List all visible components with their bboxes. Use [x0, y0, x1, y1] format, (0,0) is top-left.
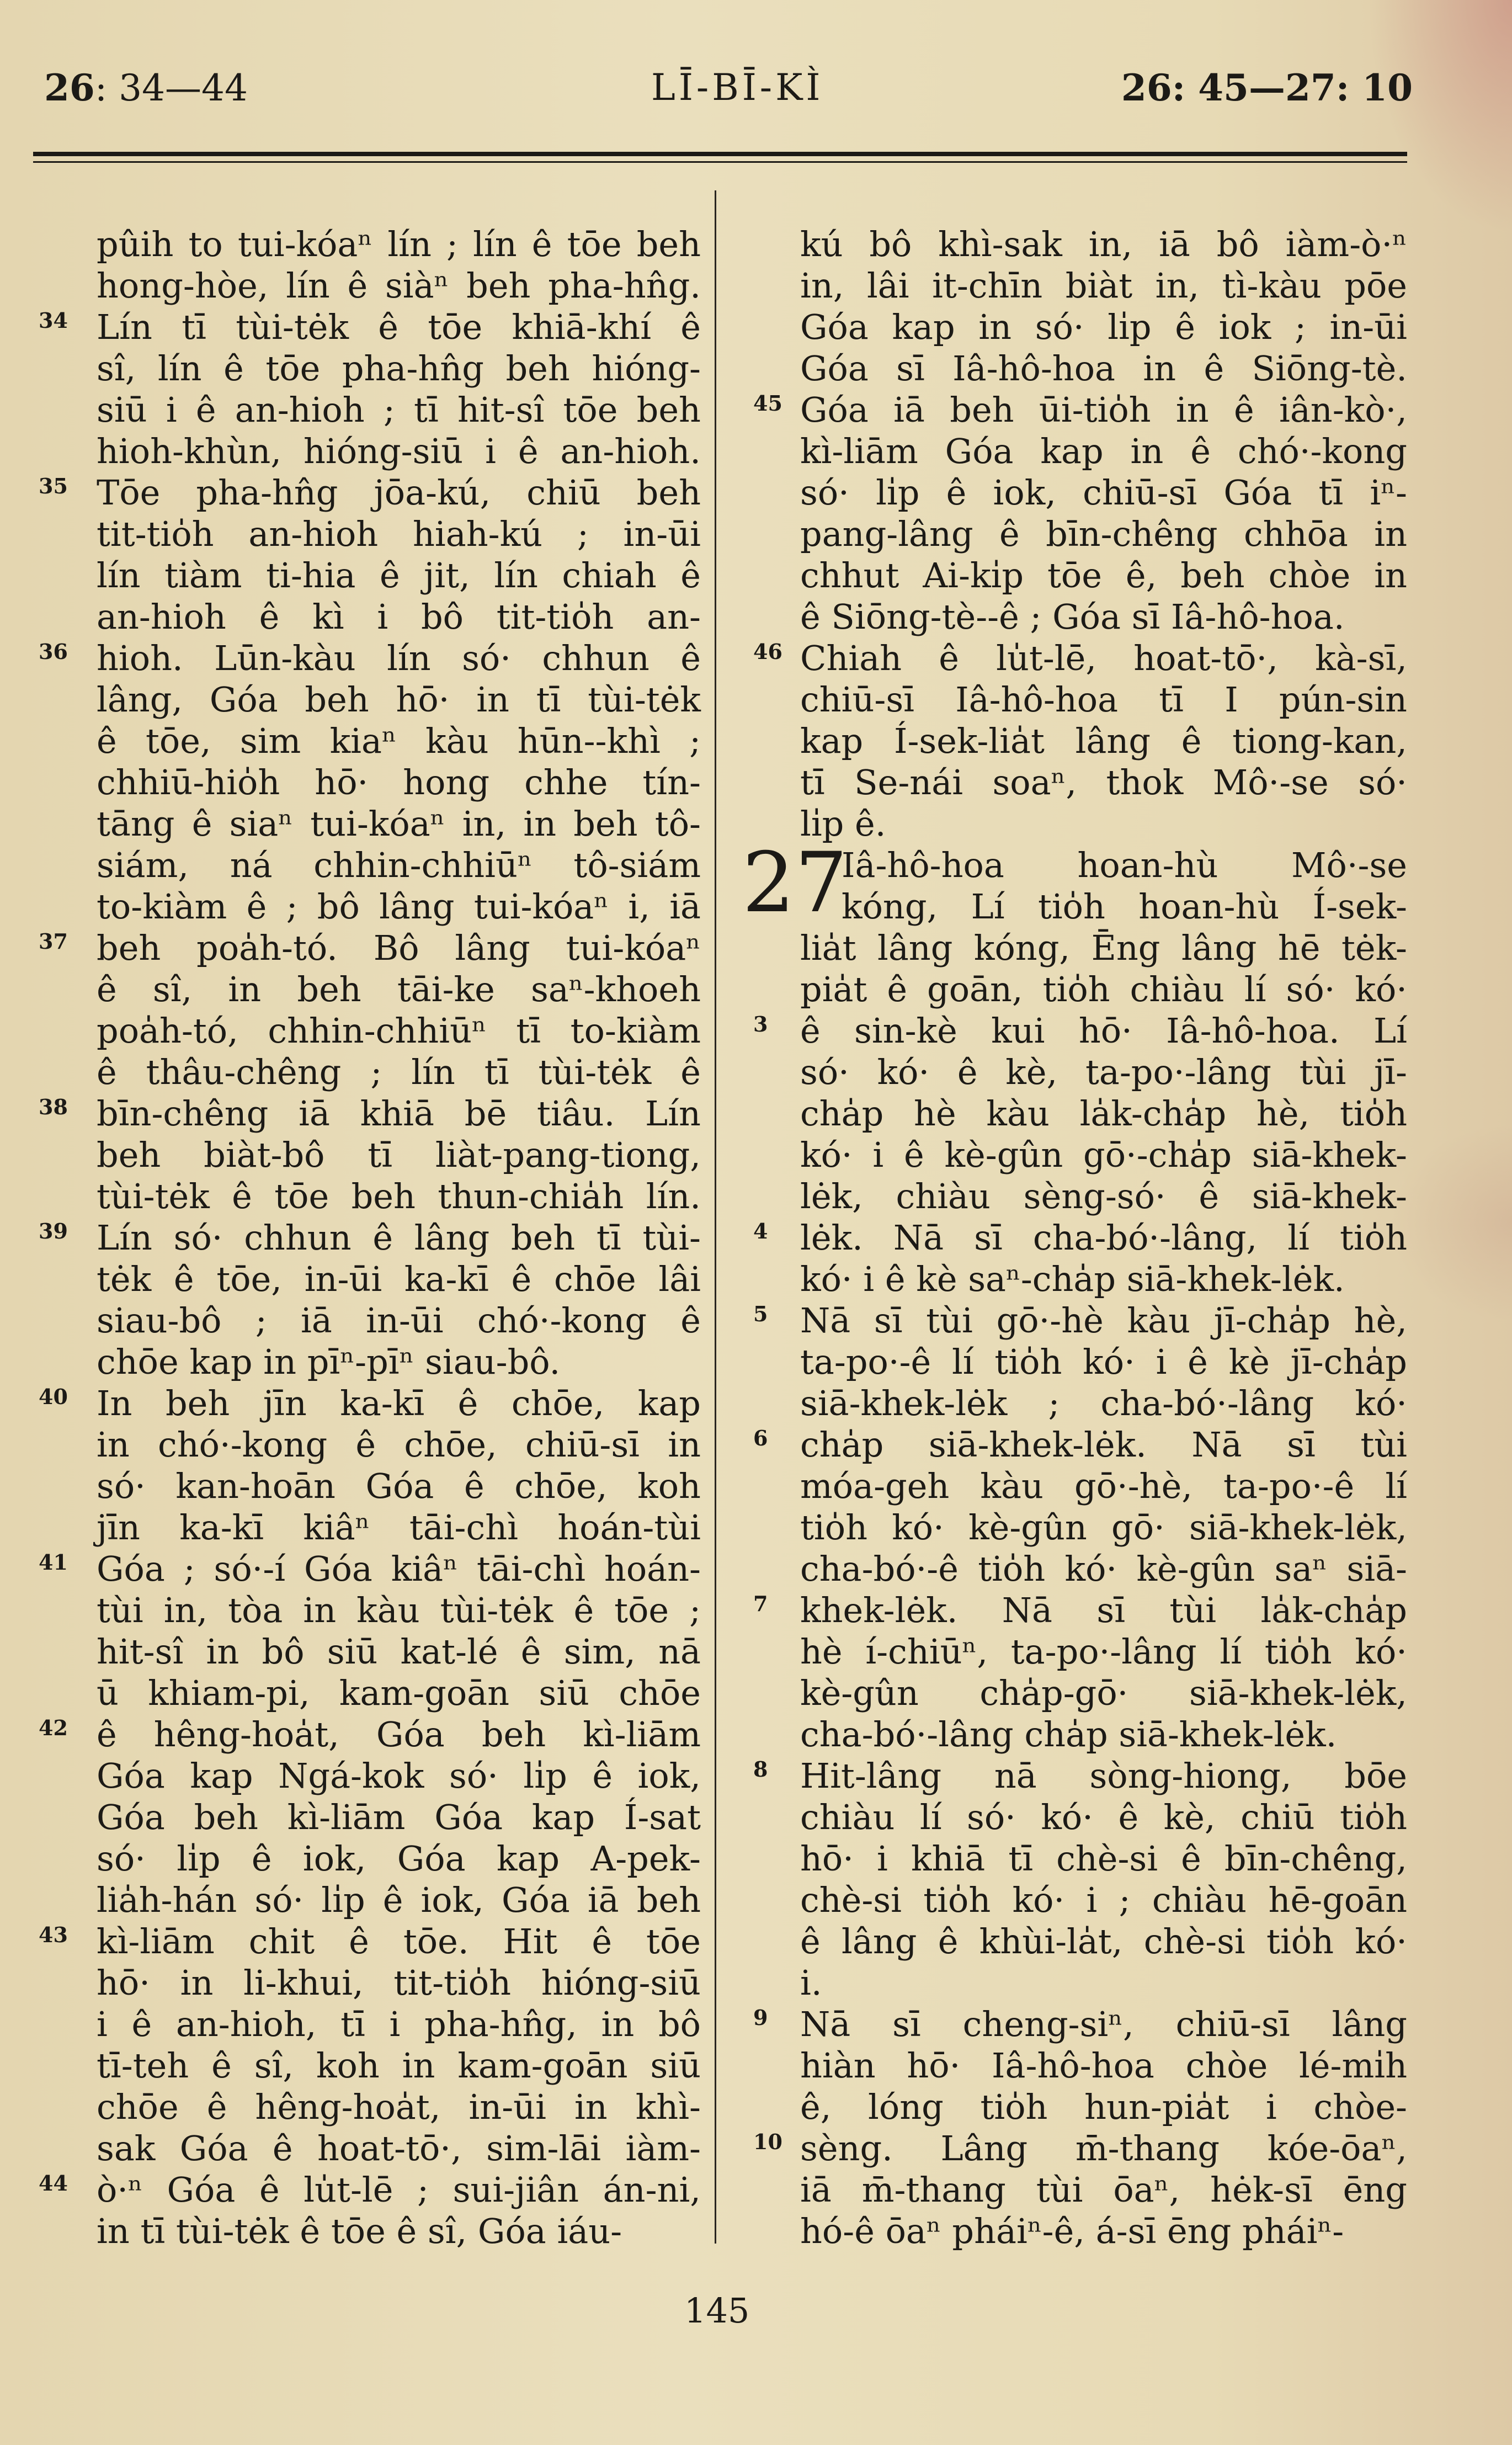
text-line	[734, 224, 1407, 265]
verse-number: 44	[39, 2171, 68, 2196]
column-divider	[715, 190, 716, 2244]
text-line	[734, 2128, 1407, 2169]
text-line	[734, 1010, 1407, 1051]
chapter-number: 27	[742, 835, 848, 931]
line-text: lâng, Góa beh hō· in tī tùi-tėk	[97, 679, 701, 720]
text-line	[33, 1507, 701, 1548]
verse-number: 3	[753, 1012, 768, 1037]
header-right-reference	[1121, 66, 1413, 109]
line-text: Góa sī Iâ-hô-hoa in ê Siōng-tè.	[800, 348, 1407, 389]
text-line	[33, 1755, 701, 1796]
text-line	[33, 1921, 701, 1962]
text-line	[734, 430, 1407, 472]
text-line	[33, 2169, 701, 2210]
line-text: In beh jīn ka-kī ê chōe, kap	[97, 1383, 701, 1423]
text-line	[33, 2210, 701, 2252]
text-line	[734, 513, 1407, 555]
line-text: só· kó· ê kè, ta-po·-lâng tùi jī-	[800, 1052, 1407, 1092]
text-line	[734, 596, 1407, 637]
line-text: lia̍h-hán só· li̍p ê iok, Góa iā beh	[97, 1880, 701, 1920]
line-text: Góa iā beh ūi-tio̍h in ê iân-kò·,	[800, 390, 1407, 430]
text-line	[33, 1796, 701, 1838]
text-line	[33, 513, 701, 555]
line-text: hō· i khiā tī chè-si ê bīn-chêng,	[800, 1838, 1407, 1879]
line-text: chiàu lí só· kó· ê kè, chiū tio̍h	[800, 1797, 1407, 1837]
verse-number: 34	[39, 308, 68, 333]
text-line	[734, 306, 1407, 348]
line-text: hō· in li-khui, tit-tio̍h hióng-siū	[97, 1963, 701, 2003]
header-rule-thick	[33, 152, 1407, 156]
text-line	[33, 1010, 701, 1051]
line-text: jīn ka-kī kiâⁿ tāi-chì hoán-tùi	[97, 1507, 701, 1548]
line-text: Lín tī tùi-tėk ê tōe khiā-khí ê	[97, 307, 701, 347]
line-text: Nā sī cheng-siⁿ, chiū-sī lâng	[800, 2004, 1407, 2044]
text-line	[33, 1672, 701, 1714]
text-line	[33, 1176, 701, 1217]
line-text: lia̍t lâng kóng, Ēng lâng hē tėk-	[800, 928, 1407, 968]
text-line	[33, 1548, 701, 1590]
text-line	[734, 348, 1407, 389]
verse-number: 37	[39, 929, 68, 954]
text-line	[734, 762, 1407, 803]
line-text: hioh-khùn, hióng-siū i ê an-hioh.	[97, 431, 701, 471]
line-text: chōe ê hêng-hoa̍t, in-ūi in khì-	[97, 2087, 701, 2127]
line-text: ê Siōng-tè--ê ; Góa sī Iâ-hô-hoa.	[800, 597, 1345, 637]
line-text: i.	[800, 1963, 822, 2003]
verse-number: 45	[753, 391, 782, 416]
verse-number: 4	[753, 1219, 768, 1243]
line-text: pûih to tui-kóaⁿ lín ; lín ê tōe beh	[97, 224, 701, 264]
line-text: tāng ê siaⁿ tui-kóaⁿ in, in beh tô-	[97, 804, 701, 844]
text-line	[734, 389, 1407, 430]
verse-number: 39	[39, 1219, 68, 1243]
text-line	[734, 1714, 1407, 1755]
text-line	[33, 720, 701, 762]
line-text: Góa ; só·-í Góa kiâⁿ tāi-chì hoán-	[97, 1549, 701, 1589]
text-line	[734, 1341, 1407, 1383]
text-line	[734, 844, 1407, 886]
line-text: beh poa̍h-tó. Bô lâng tui-kóaⁿ	[97, 928, 701, 968]
line-text: lín tiàm ti-hia ê jit, lín chiah ê	[97, 555, 701, 596]
line-text: kó· i ê kè saⁿ-cha̍p siā-khek-lėk.	[800, 1259, 1345, 1299]
text-line	[734, 720, 1407, 762]
text-line	[734, 1672, 1407, 1714]
text-line	[33, 1051, 701, 1093]
line-text: in tī tùi-tėk ê tōe ê sî, Góa iáu-	[97, 2211, 622, 2251]
text-line	[734, 679, 1407, 720]
text-line	[33, 265, 701, 306]
line-text: Nā sī tùi gō·-hè kàu jī-cha̍p hè,	[800, 1300, 1407, 1341]
line-text: sî, lín ê tōe pha-hn̂g beh hióng-	[97, 348, 701, 389]
line-text: ê, lóng tio̍h hun-pia̍t i chòe-	[800, 2087, 1407, 2127]
verse-number: 36	[39, 639, 68, 664]
line-text: ò·ⁿ Góa ê lu̍t-lē ; sui-jiân án-ni,	[97, 2170, 701, 2210]
line-text: ê hêng-hoa̍t, Góa beh kì-liām	[97, 1714, 701, 1755]
line-text: Iâ-hô-hoa hoan-hù Mô·-se	[842, 845, 1407, 885]
text-line	[734, 2003, 1407, 2045]
line-text: iā m̄-thang tùi ōaⁿ, hėk-sī ēng	[800, 2170, 1407, 2210]
text-line	[734, 1548, 1407, 1590]
line-text: hè í-chiūⁿ, ta-po·-lâng lí tio̍h kó·	[800, 1631, 1407, 1672]
line-text: Góa beh kì-liām Góa kap Í-sat	[97, 1797, 701, 1837]
line-text: ê sî, in beh tāi-ke saⁿ-khoeh	[97, 969, 701, 1009]
text-line	[33, 596, 701, 637]
text-line	[734, 1879, 1407, 1921]
text-line	[33, 1590, 701, 1631]
text-line	[33, 1341, 701, 1383]
header-left-reference	[44, 66, 248, 109]
line-text: sèng. Lâng m̄-thang kóe-ōaⁿ,	[800, 2128, 1407, 2168]
line-text: tùi-tėk ê tōe beh thun-chia̍h lín.	[97, 1176, 701, 1216]
text-line	[734, 1755, 1407, 1796]
text-line	[33, 679, 701, 720]
verse-number: 10	[753, 2129, 782, 2154]
line-text: móa-geh kàu gō·-hè, ta-po·-ê lí	[800, 1466, 1407, 1506]
line-text: khek-lėk. Nā sī tùi la̍k-cha̍p	[800, 1590, 1407, 1630]
line-text: kè-gûn cha̍p-gō· siā-khek-lėk,	[800, 1673, 1407, 1713]
text-line	[33, 2086, 701, 2128]
line-text: tėk ê tōe, in-ūi ka-kī ê chōe lâi	[97, 1259, 701, 1299]
line-text: lėk. Nā sī cha-bó·-lâng, lí tio̍h	[800, 1218, 1407, 1258]
right-column	[734, 224, 1407, 2252]
verse-number: 6	[753, 1426, 768, 1450]
text-line	[33, 1383, 701, 1424]
line-text: cha̍p hè kàu la̍k-cha̍p hè, tio̍h	[800, 1093, 1407, 1134]
line-text: hiàn hō· Iâ-hô-hoa chòe lé-mi̍h	[800, 2045, 1407, 2086]
verse-number: 8	[753, 1757, 768, 1782]
line-text: kì-liām chit ê tōe. Hit ê tōe	[97, 1921, 701, 1962]
line-text: só· kan-hoān Góa ê chōe, koh	[97, 1466, 701, 1506]
text-line	[33, 348, 701, 389]
line-text: lėk, chiàu sèng-só· ê siā-khek-	[800, 1176, 1407, 1216]
text-line	[734, 1383, 1407, 1424]
text-line	[734, 1631, 1407, 1672]
text-line	[734, 2086, 1407, 2128]
line-text: kú bô khì-sak in, iā bô iàm-ò·ⁿ	[800, 224, 1407, 264]
text-line	[734, 2045, 1407, 2086]
line-text: siau-bô ; iā in-ūi chó·-kong ê	[97, 1300, 701, 1341]
text-line	[33, 2003, 701, 2045]
text-line	[33, 1962, 701, 2003]
header-right-chapter: 26	[1121, 66, 1172, 109]
line-text: beh biàt-bô tī liàt-pang-tiong,	[97, 1135, 701, 1175]
line-text: pia̍t ê goān, tio̍h chiàu lí só· kó·	[800, 969, 1407, 1009]
text-line	[33, 1424, 701, 1465]
line-text: chiū-sī Iâ-hô-hoa tī I pún-sin	[800, 679, 1407, 720]
line-text: cha-bó·-ê tio̍h kó· kè-gûn saⁿ siā-	[800, 1549, 1407, 1589]
line-text: siám, ná chhin-chhiūⁿ tô-siám	[97, 845, 701, 885]
text-line	[33, 969, 701, 1010]
line-text: Tōe pha-hn̂g jōa-kú, chiū beh	[97, 472, 701, 513]
line-text: cha̍p siā-khek-lėk. Nā sī tùi	[800, 1425, 1407, 1465]
line-text: Góa kap Ngá-kok só· li̍p ê iok,	[97, 1756, 701, 1796]
line-text: hioh. Lūn-kàu lín só· chhun ê	[97, 638, 701, 678]
text-line	[33, 389, 701, 430]
text-line	[33, 1465, 701, 1507]
text-line	[33, 1258, 701, 1300]
line-text: chhiū-hio̍h hō· hong chhe tín-	[97, 762, 701, 802]
text-line	[33, 2045, 701, 2086]
text-line	[33, 1879, 701, 1921]
line-text: to-kiàm ê ; bô lâng tui-kóaⁿ i, iā	[97, 886, 701, 927]
line-text: Lín só· chhun ê lâng beh tī tùi-	[97, 1218, 701, 1258]
text-line	[734, 1176, 1407, 1217]
line-text: ê tōe, sim kiaⁿ kàu hūn--khì ;	[97, 721, 701, 761]
left-column	[33, 224, 701, 2252]
line-text: chhut Ai-ki̍p tōe ê, beh chòe in	[800, 555, 1407, 596]
line-text: tit-tio̍h an-hioh hiah-kú ; in-ūi	[97, 514, 701, 554]
text-line	[33, 637, 701, 679]
text-line	[734, 1921, 1407, 1962]
line-text: in, lâi it-chīn biàt in, tì-kàu pōe	[800, 265, 1407, 306]
text-line	[33, 1093, 701, 1134]
line-text: só· li̍p ê iok, Góa kap A-pek-	[97, 1838, 701, 1879]
verse-number: 9	[753, 2005, 768, 2030]
text-line	[33, 1217, 701, 1258]
text-line	[734, 2210, 1407, 2252]
running-header	[33, 66, 1413, 127]
line-text: kap Í-sek-lia̍t lâng ê tiong-kan,	[800, 721, 1407, 761]
verse-number: 7	[753, 1591, 768, 1616]
text-line	[33, 555, 701, 596]
text-line	[33, 803, 701, 844]
verse-number: 43	[39, 1922, 68, 1947]
line-text: an-hioh ê kì i bô tit-tio̍h an-	[97, 597, 701, 637]
text-line	[734, 265, 1407, 306]
text-line	[734, 1051, 1407, 1093]
header-rule-thin	[33, 161, 1407, 163]
text-line	[33, 306, 701, 348]
text-line	[734, 1217, 1407, 1258]
verse-number: 35	[39, 474, 68, 498]
text-line	[33, 430, 701, 472]
text-line	[33, 1714, 701, 1755]
line-text: Hit-lâng nā sòng-hiong, bōe	[800, 1756, 1407, 1796]
text-line	[33, 1134, 701, 1176]
text-line	[734, 1796, 1407, 1838]
text-line	[33, 762, 701, 803]
header-left-chapter: 26	[44, 66, 95, 109]
text-line	[734, 555, 1407, 596]
line-text: chè-si tio̍h kó· i ; chiàu hē-goān	[800, 1880, 1407, 1920]
line-text: ê lâng ê khùi-la̍t, chè-si tio̍h kó·	[800, 1921, 1407, 1962]
line-text: kóng, Lí tio̍h hoan-hù Í-sek-	[842, 886, 1407, 927]
line-text: ta-po·-ê lí tio̍h kó· i ê kè jī-cha̍p	[800, 1342, 1407, 1382]
line-text: só· li̍p ê iok, chiū-sī Góa tī iⁿ-	[800, 472, 1407, 513]
line-text: siū i ê an-hioh ; tī hit-sî tōe beh	[97, 390, 701, 430]
verse-number: 38	[39, 1094, 68, 1119]
text-line	[33, 224, 701, 265]
line-text: ê sin-kè kui hō· Iâ-hô-hoa. Lí	[800, 1011, 1407, 1051]
text-line	[734, 803, 1407, 844]
verse-number: 40	[39, 1384, 68, 1409]
line-text: tùi in, tòa in kàu tùi-tėk ê tōe ;	[97, 1590, 701, 1630]
line-text: li̍p ê.	[800, 804, 886, 844]
text-line	[734, 1590, 1407, 1631]
book-title: LĪ-BĪ-KÌ	[651, 66, 824, 109]
text-line	[734, 1424, 1407, 1465]
line-text: ū khiam-pi, kam-goān siū chōe	[97, 1673, 701, 1713]
line-text: Góa kap in só· li̍p ê iok ; in-ūi	[800, 307, 1407, 347]
verse-number: 46	[753, 639, 782, 664]
line-text: bīn-chêng iā khiā bē tiâu. Lín	[97, 1093, 701, 1134]
page-number: 145	[684, 2290, 750, 2331]
text-line	[33, 472, 701, 513]
text-line	[734, 637, 1407, 679]
line-text: hong-hòe, lín ê siàⁿ beh pha-hn̂g.	[97, 265, 701, 306]
text-line	[734, 1507, 1407, 1548]
text-line	[734, 2169, 1407, 2210]
verse-number: 5	[753, 1301, 768, 1326]
text-line	[734, 1465, 1407, 1507]
text-line	[33, 886, 701, 927]
line-text: cha-bó·-lâng cha̍p siā-khek-lėk.	[800, 1714, 1337, 1755]
text-line	[734, 472, 1407, 513]
line-text: kì-liām Góa kap in ê chó·-kong	[800, 431, 1407, 471]
line-text: hit-sî in bô siū kat-lé ê sim, nā	[97, 1631, 701, 1672]
text-line	[33, 1300, 701, 1341]
line-text: poa̍h-tó, chhin-chhiūⁿ tī to-kiàm	[97, 1011, 701, 1051]
line-text: i ê an-hioh, tī i pha-hn̂g, in bô	[97, 2004, 701, 2044]
text-line	[734, 969, 1407, 1010]
text-line	[734, 1300, 1407, 1341]
text-line	[33, 927, 701, 969]
header-right-verses: : 45—27: 10	[1172, 66, 1413, 109]
line-text: ê thâu-chêng ; lín tī tùi-tėk ê	[97, 1052, 701, 1092]
line-text: Chiah ê lu̍t-lē, hoat-tō·, kà-sī,	[800, 638, 1407, 678]
verse-number: 42	[39, 1715, 68, 1740]
line-text: siā-khek-lėk ; cha-bó·-lâng kó·	[800, 1383, 1407, 1423]
text-line	[734, 886, 1407, 927]
text-line	[734, 1093, 1407, 1134]
text-line	[734, 1838, 1407, 1879]
text-line	[734, 1962, 1407, 2003]
line-text: kó· i ê kè-gûn gō·-cha̍p siā-khek-	[800, 1135, 1407, 1175]
line-text: in chó·-kong ê chōe, chiū-sī in	[97, 1425, 701, 1465]
text-line	[734, 1134, 1407, 1176]
verse-number: 41	[39, 1550, 68, 1575]
line-text: tī Se-nái soaⁿ, thok Mô·-se só·	[800, 762, 1407, 802]
line-text: tio̍h kó· kè-gûn gō· siā-khek-lėk,	[800, 1507, 1407, 1548]
text-line	[734, 1258, 1407, 1300]
line-text: tī-teh ê sî, koh in kam-goān siū	[97, 2045, 701, 2086]
text-line	[33, 844, 701, 886]
text-line	[33, 1838, 701, 1879]
line-text: sak Góa ê hoat-tō·, sim-lāi iàm-	[97, 2128, 701, 2168]
line-text: pang-lâng ê bīn-chêng chhōa in	[800, 514, 1407, 554]
text-line	[33, 2128, 701, 2169]
line-text: hó-ê ōaⁿ pháiⁿ-ê, á-sī ēng pháiⁿ-	[800, 2211, 1344, 2251]
text-line	[734, 927, 1407, 969]
line-text: chōe kap in pīⁿ-pīⁿ siau-bô.	[97, 1342, 561, 1382]
text-line	[33, 1631, 701, 1672]
header-left-verses: : 34—44	[94, 67, 248, 109]
